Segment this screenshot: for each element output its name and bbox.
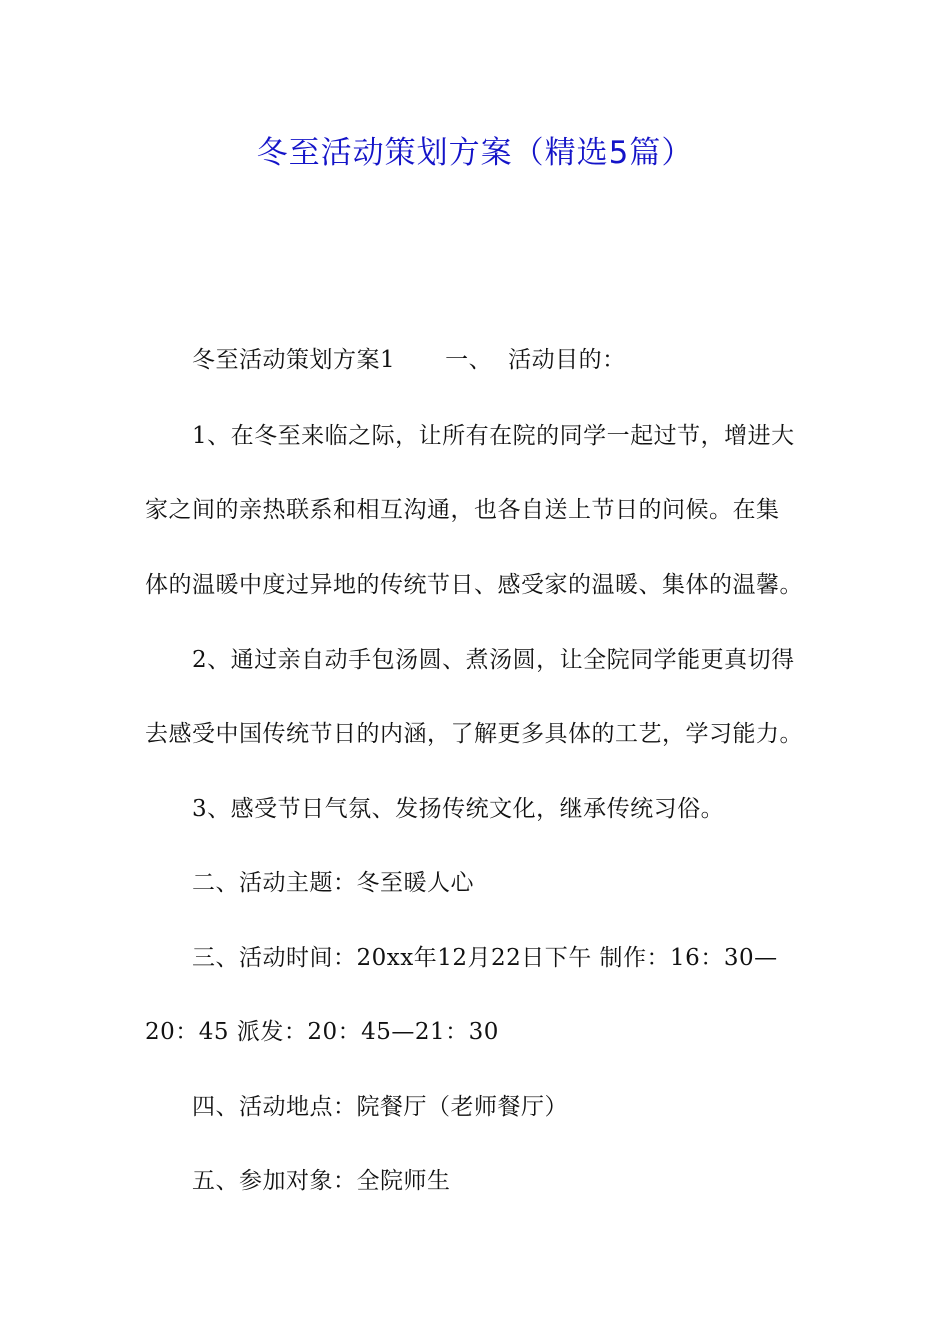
paragraph-heading-line <box>145 340 626 380</box>
section-number: 一、 <box>445 347 493 373</box>
paragraph-line: 四、活动地点：院餐厅（老师餐厅） <box>192 1094 568 1120</box>
paragraph-line: 2、通过亲自动手包汤圆、煮汤圆，让全院同学能更真切得 <box>192 647 795 673</box>
paragraph-line: 体的温暖中度过异地的传统节日、感受家的温暖、集体的温馨。 <box>145 572 803 598</box>
paragraph-line: 家之间的亲热联系和相互沟通，也各自送上节日的问候。在集 <box>145 497 780 523</box>
paragraph-line: 二、活动主题：冬至暖人心 <box>192 870 474 896</box>
plan-heading: 冬至活动策划方案1 <box>192 347 396 373</box>
paragraph-line: 五、参加对象：全院师生 <box>192 1168 451 1194</box>
paragraph-line: 3、感受节日气氛、发扬传统文化，继承传统习俗。 <box>192 796 725 822</box>
paragraph-line: 20：45 派发：20：45—21：30 <box>145 1019 499 1045</box>
paragraph-line: 三、活动时间：20xx年12月22日下午 制作：16：30— <box>192 945 778 971</box>
paragraph-line: 1、在冬至来临之际，让所有在院的同学一起过节，增进大 <box>192 423 795 449</box>
document-title: 冬至活动策划方案（精选5篇） <box>256 135 694 171</box>
section-heading: 活动目的： <box>508 347 626 373</box>
paragraph-line: 去感受中国传统节日的内涵，了解更多具体的工艺，学习能力。 <box>145 721 803 747</box>
